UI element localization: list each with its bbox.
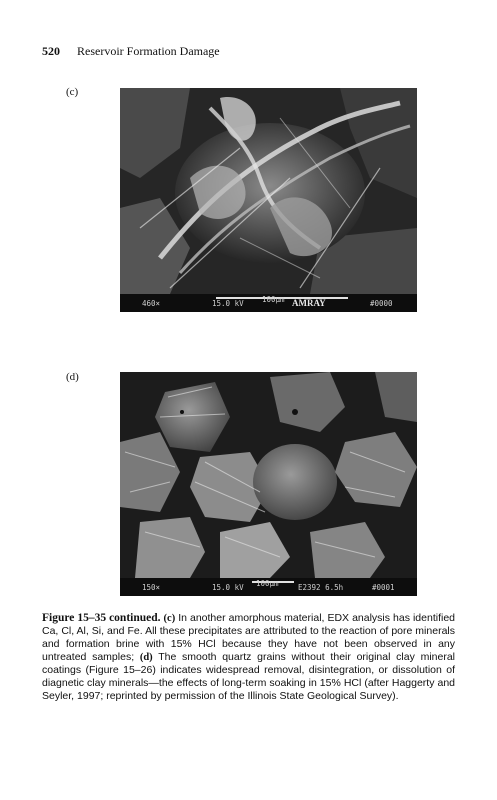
- caption-part-c-text: In another amorphous material, EDX analysis has identified Ca, Cl, Al, Si, and Fe. All these precipitates are attributed to the reaction of pore minerals and formation brine with 15% HCl because they have not been observed in any untreated samples;: [42, 612, 456, 663]
- image-code-c: #0000: [370, 299, 393, 308]
- page-number: 520: [42, 44, 60, 58]
- magnification-c: 460×: [142, 299, 161, 308]
- sem-databar-c: [120, 294, 417, 312]
- scale-label-c: 100µm: [262, 295, 285, 304]
- image-code-d: E2392 6.5h: [298, 583, 344, 592]
- panel-c-label: (c): [66, 86, 79, 98]
- panel-d-label: (d): [66, 371, 79, 383]
- micrograph-c-image: [120, 88, 417, 294]
- figure-caption: [42, 612, 455, 703]
- voltage-c: 15.0 kV: [212, 299, 244, 308]
- running-header: [42, 44, 220, 59]
- sem-databar-d: [120, 578, 417, 596]
- magnification-d: 150×: [142, 583, 161, 592]
- sem-micrograph-c: [120, 88, 417, 312]
- micrograph-d-image: [120, 372, 417, 578]
- caption-part-d-text: The smooth quartz grains without their original clay mineral coatings (Figure 15–26) indicates widespread removal, disintegration, or dissolution of diagnetic clay minerals—the effects of long-term soaking in 15% HCl (after Haggerty and Seyler, 1997; reprinted by permission of the Illinois State Geological Survey).: [42, 651, 455, 702]
- running-title: Reservoir Formation Damage: [77, 44, 220, 58]
- voltage-d: 15.0 kV: [212, 583, 244, 592]
- caption-part-d-label: (d): [139, 652, 153, 663]
- frame-number-d: #0001: [372, 583, 395, 592]
- sem-micrograph-d: [120, 372, 417, 596]
- brand-label-c: AMRAY: [292, 298, 326, 308]
- scale-label-d: 100µm: [256, 579, 279, 588]
- caption-part-c-label: (c): [163, 613, 176, 624]
- figure-number: Figure 15–35 continued.: [42, 612, 161, 624]
